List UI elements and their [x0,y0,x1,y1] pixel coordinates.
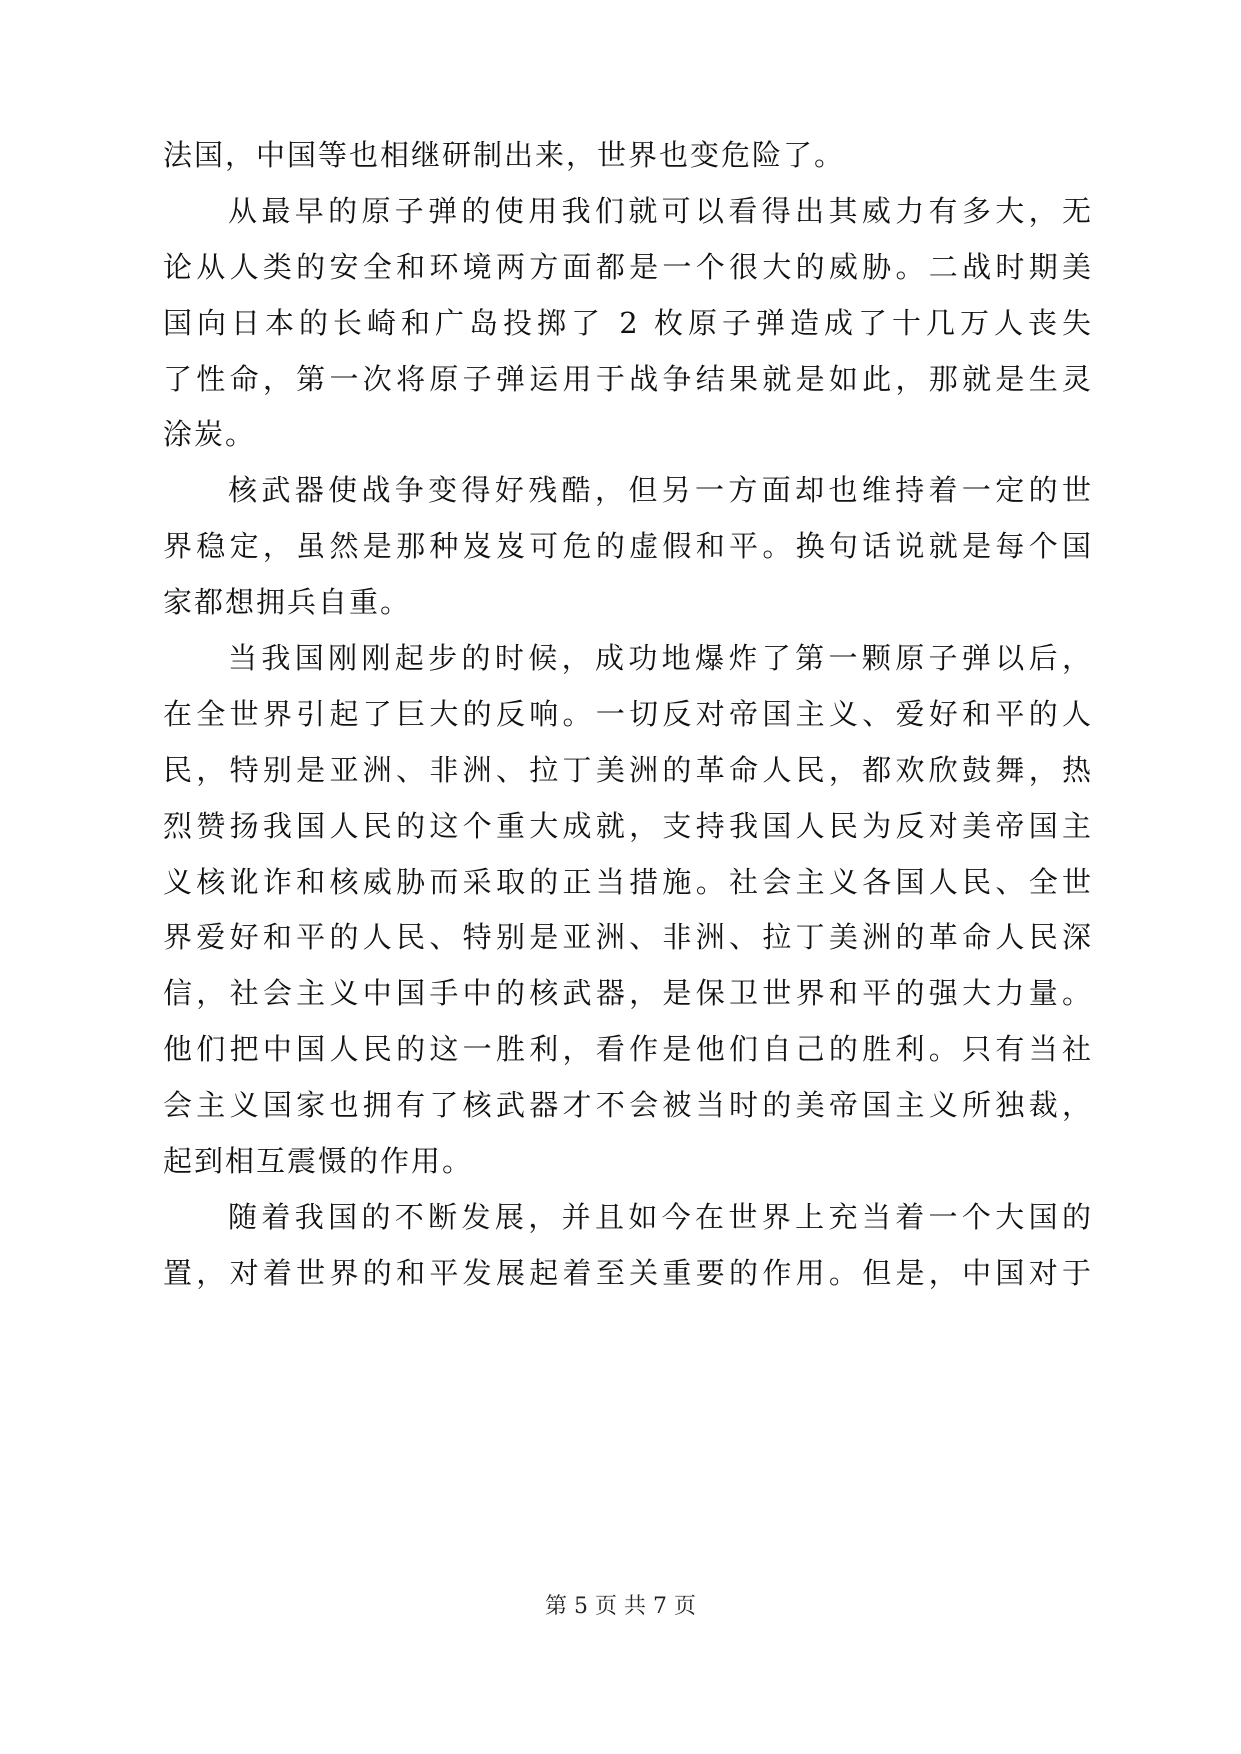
text-line: 从最早的原子弹的使用我们就可以看得出其威力有多大，无 [228,193,1093,228]
text-line: 当我国刚刚起步的时候，成功地爆炸了第一颗原子弹以后， [228,641,1093,676]
text-line: 核武器使战争变得好残酷，但另一方面却也维持着一定的世 [228,473,1093,508]
text-line: 论从人类的安全和环境两方面都是一个很大的威胁。二战时期美 [163,249,1093,284]
text-line: 界爱好和平的人民、特别是亚洲、非洲、拉丁美洲的革命人民深 [163,920,1093,955]
text-line: 了性命，第一次将原子弹运用于战争结果就是如此，那就是生灵 [163,361,1093,396]
text-line: 法国，中国等也相继研制出来，世界也变危险了。 [163,138,846,172]
text-line: 家都想拥兵自重。 [163,585,412,620]
text-line: 烈赞扬我国人民的这个重大成就，支持我国人民为反对美帝国主 [163,808,1093,843]
text-line: 义核讹诈和核威胁而采取的正当措施。社会主义各国人民、全世 [163,864,1093,899]
text-line: 随着我国的不断发展，并且如今在世界上充当着一个大国的 [228,1199,1093,1234]
text-line: 国向日本的长崎和广岛投掷了 2 枚原子弹造成了十几万人丧失 [163,305,1093,340]
page-footer: 第 5 页 共 7 页 [545,1594,696,1619]
text-line: 界稳定，虽然是那种岌岌可危的虚假和平。换句话说就是每个国 [163,529,1093,564]
document-body [163,128,1093,1302]
text-line: 在全世界引起了巨大的反响。一切反对帝国主义、爱好和平的人 [163,696,1093,731]
text-line: 置，对着世界的和平发展起着至关重要的作用。但是，中国对于 [163,1255,1093,1290]
text-line: 信，社会主义中国手中的核武器，是保卫世界和平的强大力量。 [163,976,1093,1011]
text-line: 起到相互震慑的作用。 [163,1144,474,1179]
text-line: 他们把中国人民的这一胜利，看作是他们自己的胜利。只有当社 [163,1032,1093,1067]
text-line: 会主义国家也拥有了核武器才不会被当时的美帝国主义所独裁， [163,1088,1093,1123]
text-line: 民，特别是亚洲、非洲、拉丁美洲的革命人民，都欢欣鼓舞，热 [163,752,1093,787]
text-line: 涂炭。 [163,417,257,452]
